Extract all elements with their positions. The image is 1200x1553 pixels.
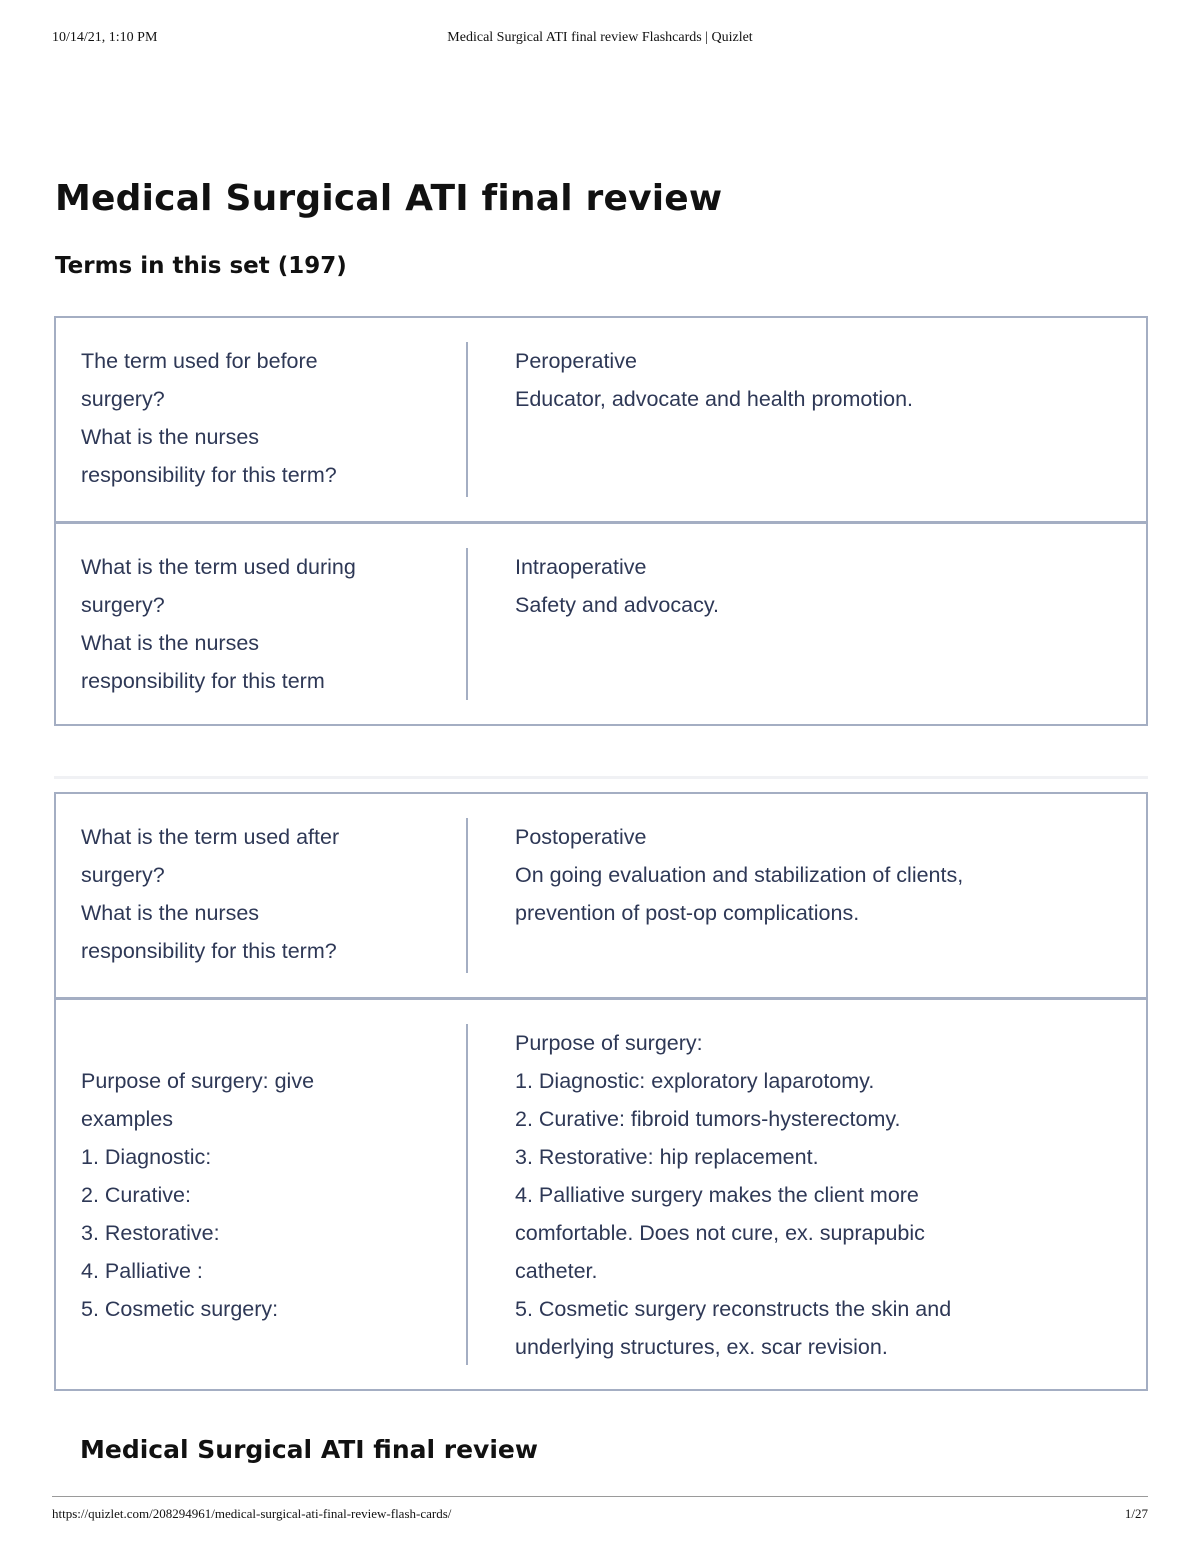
flashcard: [56, 997, 1146, 1389]
flashcard: [56, 794, 1146, 997]
term-line: 5. Cosmetic surgery:: [81, 1296, 279, 1321]
definition-line: Postoperative: [515, 825, 647, 849]
page-url: https://quizlet.com/208294961/medical-surgical-ati-final-review-flash-cards/: [52, 1506, 452, 1521]
definition-line: 2. Curative: fibroid tumors-hysterectomy.: [515, 1107, 901, 1131]
term-line: 4. Palliative :: [81, 1258, 203, 1283]
flashcard-term: [56, 1024, 468, 1365]
term-line: 3. Restorative:: [81, 1220, 220, 1245]
flashcard: [56, 521, 1146, 724]
term-line: 1. Diagnostic:: [81, 1144, 212, 1169]
definition-line: Purpose of surgery:: [515, 1031, 703, 1055]
flashcard-term: [56, 342, 468, 497]
footer-divider: [52, 1496, 1148, 1497]
term-line: The term used for before: [81, 349, 318, 373]
page-number: 1/27: [1124, 1506, 1148, 1521]
flashcard-term: [56, 818, 468, 973]
footer-set-title: Medical Surgical ATI final review: [80, 1435, 538, 1464]
definition-line: catheter.: [515, 1259, 598, 1283]
flashcard-definition: [468, 1024, 1146, 1365]
term-line: What is the term used during: [81, 555, 356, 579]
term-line: surgery?: [81, 863, 165, 887]
definition-line: underlying structures, ex. scar revision.: [515, 1335, 888, 1359]
term-line: Purpose of surgery: give: [81, 1068, 315, 1093]
definition-line: Safety and advocacy.: [515, 593, 719, 617]
flashcard-definition: [468, 342, 1146, 497]
flashcard-term: [56, 548, 468, 700]
definition-line: 5. Cosmetic surgery reconstructs the skin and: [515, 1297, 952, 1321]
definition-line: 3. Restorative: hip replacement.: [515, 1145, 819, 1169]
print-datetime: 10/14/21, 1:10 PM: [52, 30, 158, 45]
definition-line: Peroperative: [515, 349, 637, 373]
flashcard: [56, 318, 1146, 521]
print-document-title: Medical Surgical ATI final review Flashcards | Quizlet: [447, 30, 753, 45]
term-line: surgery?: [81, 387, 165, 411]
terms-count-heading: Terms in this set (197): [55, 253, 347, 279]
print-footer: [52, 1506, 1148, 1526]
term-line: surgery?: [81, 593, 165, 617]
term-line: What is the nurses: [81, 901, 260, 925]
term-line: 2. Curative:: [81, 1182, 191, 1207]
section-divider: [54, 776, 1148, 779]
print-header: [52, 30, 1148, 50]
definition-line: 4. Palliative surgery makes the client more: [515, 1183, 919, 1207]
term-line: responsibility for this term?: [81, 939, 337, 963]
definition-line: comfortable. Does not cure, ex. suprapubic: [515, 1221, 925, 1245]
definition-line: 1. Diagnostic: exploratory laparotomy.: [515, 1069, 875, 1093]
term-line: What is the nurses: [81, 631, 260, 655]
page-title: Medical Surgical ATI final review: [55, 178, 723, 219]
definition-line: prevention of post-op complications.: [515, 901, 860, 925]
term-line: What is the term used after: [81, 825, 340, 849]
flashcard-group: [54, 316, 1148, 726]
definition-line: Intraoperative: [515, 555, 647, 579]
term-line: What is the nurses: [81, 425, 260, 449]
flashcard-group: [54, 792, 1148, 1391]
term-line: responsibility for this term: [81, 669, 325, 693]
term-line: examples: [81, 1106, 174, 1131]
definition-line: On going evaluation and stabilization of clients,: [515, 863, 964, 887]
flashcard-definition: [468, 548, 1146, 700]
term-line: responsibility for this term?: [81, 463, 337, 487]
definition-line: Educator, advocate and health promotion.: [515, 387, 914, 411]
flashcard-definition: [468, 818, 1146, 973]
